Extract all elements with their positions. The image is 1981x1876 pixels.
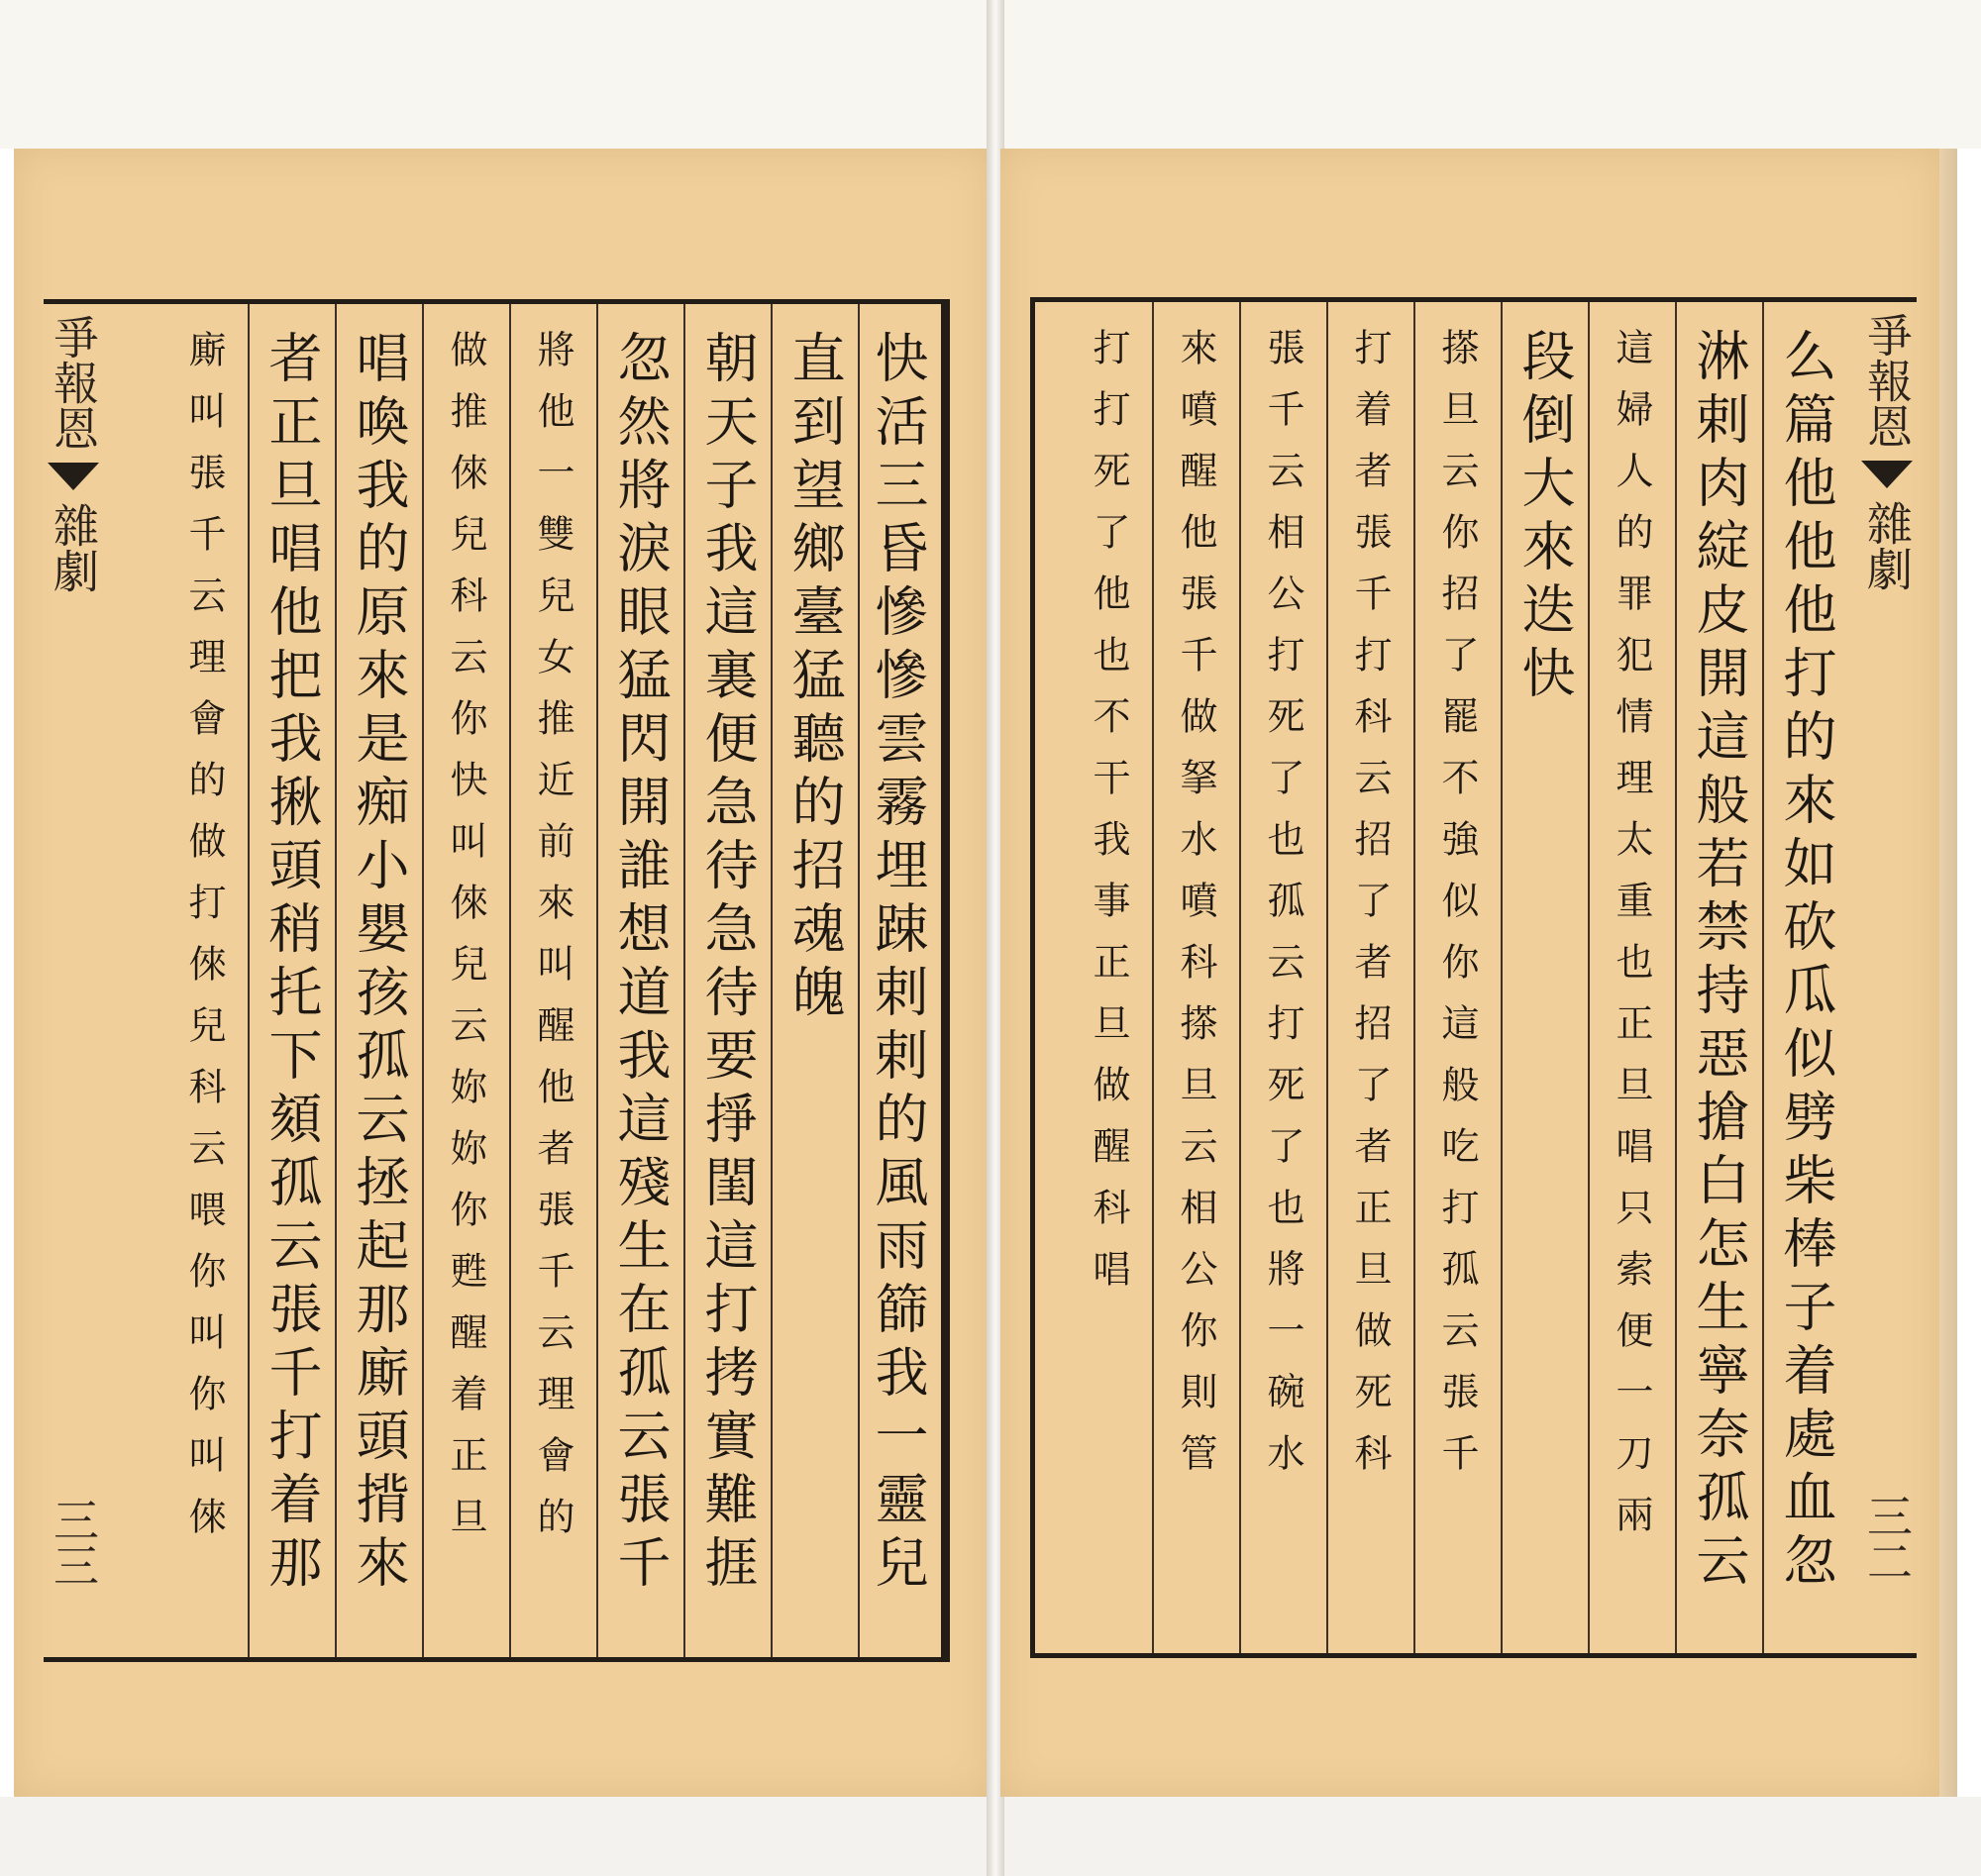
text-column: 段倒大來迭快 [1501, 302, 1588, 1653]
banxin-page-number: 三三 [47, 1497, 100, 1588]
text-column: 快活三昏慘慘雲霧埋踈剌剌的風雨篩我一靈兒 [858, 304, 945, 1657]
text-column: 搽旦云你招了罷不強似你這般吃打孤云張千 [1413, 302, 1501, 1653]
banxin-title: 爭報恩 [1860, 312, 1914, 449]
right-page [1000, 149, 1939, 1797]
banxin-subtitle: 雜劇 [47, 502, 100, 593]
left-page [14, 149, 990, 1797]
banxin-page-number: 三二 [1860, 1493, 1914, 1584]
fishtail-mark-icon [1861, 461, 1913, 488]
text-column: 張千云相公打死了也孤云打死了也將一碗水 [1239, 302, 1326, 1653]
text-column: 淋剌肉綻皮開這般若禁持惡搶白怎生寧奈孤云 [1675, 302, 1762, 1653]
right-page-frame [1030, 297, 1917, 1658]
text-column: 么篇他他他打的來如砍瓜似劈柴棒子着處血忽 [1762, 302, 1849, 1653]
banxin-subtitle: 雜劇 [1860, 500, 1914, 591]
text-column: 來噴醒他張千做拏水噴科搽旦云相公你則管 [1152, 302, 1239, 1653]
left-page-frame [44, 299, 950, 1662]
text-column: 者正旦唱他把我揪頭稍托下頦孤云張千打着那 [248, 304, 335, 1657]
text-column: 忽然將淚眼猛閃開誰想道我這殘生在孤云張千 [596, 304, 683, 1657]
text-column: 唱喚我的原來是痴小嬰孩孤云拯起那廝頭揹來 [335, 304, 422, 1657]
left-text-columns [113, 304, 945, 1657]
text-column: 直到望鄉臺猛聽的招魂魄 [771, 304, 858, 1657]
fishtail-mark-icon [48, 463, 99, 490]
left-banxin [44, 304, 103, 1657]
text-column: 打着者張千打科云招了者招了者正旦做死科 [1326, 302, 1413, 1653]
text-column: 將他一雙兒女推近前來叫醒他者張千云理會的 [509, 304, 596, 1657]
text-column: 做推倈兒科云你快叫倈兒云妳妳你甦醒着正旦 [422, 304, 509, 1657]
text-column: 打打死了他也不干我事正旦做醒科唱 [1087, 328, 1130, 1310]
text-column: 這婦人的罪犯情理太重也正旦唱只索便一刀兩 [1588, 302, 1675, 1653]
text-column: 廝叫張千云理會的做打倈兒科云喂你叫你叫倈 [182, 330, 226, 1558]
banxin-title: 爭報恩 [47, 314, 100, 451]
right-banxin [1857, 302, 1917, 1653]
text-column: 朝天子我這裏便急待急待要掙閨這打拷實難捱 [683, 304, 771, 1657]
right-text-columns [1035, 302, 1849, 1653]
